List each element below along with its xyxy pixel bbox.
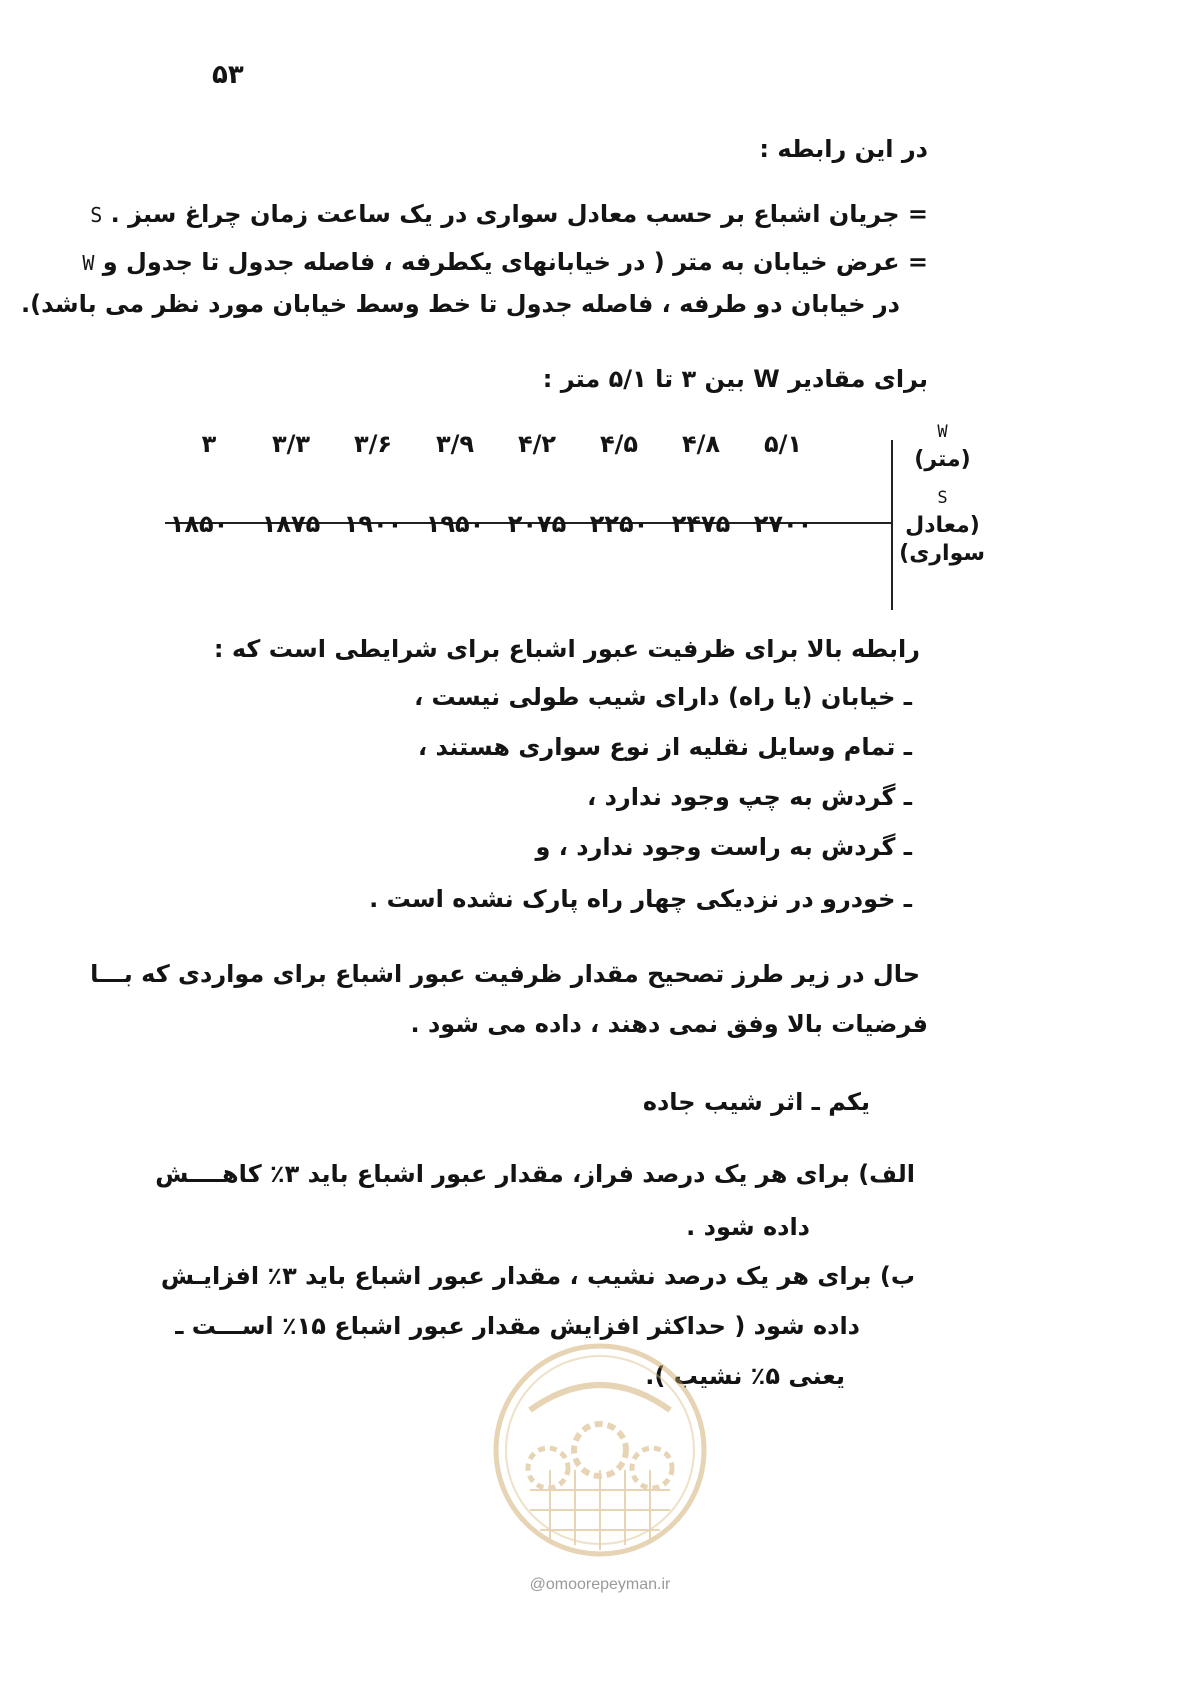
w-value: ۴/۵ [599, 430, 639, 458]
s-value: ۱۸۷۵ [261, 510, 321, 538]
correction-line-2: فرضیات بالا وفق نمی دهند ، داده می شود . [410, 1010, 928, 1038]
item-a-line-2: داده شود . [686, 1213, 810, 1241]
w-value: ۳/۶ [353, 430, 393, 458]
w-symbol: W [82, 251, 95, 275]
condition-item: ـ خودرو در نزدیکی چهار راه پارک نشده است . [369, 885, 912, 913]
s-symbol: S [90, 203, 103, 227]
condition-item: ـ خیابان (یا راه) دارای شیب طولی نیست ، [414, 683, 912, 711]
s-value: ۲۲۵۰ [589, 510, 649, 538]
w-value: ۵/۱ [763, 430, 803, 458]
w-header-symbol: W [937, 422, 948, 442]
conditions-intro: رابطه بالا برای ظرفیت عبور اشباع برای شرایطی است که : [213, 635, 920, 663]
s-header-label: (معادل سواری) [899, 513, 985, 566]
w-value: ۳/۳ [271, 430, 311, 458]
watermark-logo [490, 1340, 710, 1560]
item-b-line-3: یعنی ۵٪ نشیب ). [645, 1362, 845, 1390]
intro-line: در این رابطه : [759, 135, 928, 163]
s-header [900, 484, 985, 568]
table-intro: برای مقادیر W بین ۳ تا ۵/۱ متر : [542, 365, 928, 393]
s-value: ۲۰۷۵ [507, 510, 567, 538]
s-value: ۲۴۷۵ [671, 510, 731, 538]
w-value: ۴/۲ [517, 430, 557, 458]
definition-s [90, 200, 928, 228]
item-b-line-1: ب) برای هر یک درصد نشیب ، مقدار عبور اشباع باید ۳٪ افزایـش [160, 1262, 915, 1290]
w-value: ۴/۸ [681, 430, 721, 458]
s-value: ۲۷۰۰ [753, 510, 813, 538]
definition-w-line-1 [82, 248, 928, 276]
condition-item: ـ تمام وسایل نقلیه از نوع سواری هستند ، [418, 733, 912, 761]
page-number: ۵۳ [212, 60, 244, 90]
values-table [165, 422, 985, 610]
item-b-line-2: داده شود ( حداکثر افزایش مقدار عبور اشباع ۱۵٪ اســـت ـ [175, 1312, 860, 1340]
definition-w-text: = عرض خیابان به متر ( در خیابانهای یکطرفه ، فاصله جدول تا جدول و [102, 248, 928, 276]
correction-line-1: حال در زیر طرز تصحیح مقدار ظرفیت عبور اشباع برای مواردی که بـــا [90, 960, 920, 988]
w-header-label: (متر) [914, 447, 971, 472]
item-a-line-1: الف) برای هر یک درصد فراز، مقدار عبور اشباع باید ۳٪ کاهــــش [155, 1160, 915, 1188]
s-header-symbol: S [937, 488, 948, 508]
definition-w-line-2: در خیابان دو طرفه ، فاصله جدول تا خط وسط خیابان مورد نظر می باشد). [21, 290, 900, 318]
condition-item: ـ گردش به راست وجود ندارد ، و [535, 833, 912, 861]
definition-s-text: = جریان اشباع بر حسب معادل سواری در یک ساعت زمان چراغ سبز . [110, 200, 928, 228]
s-value: ۱۹۰۰ [343, 510, 403, 538]
w-header [900, 418, 985, 474]
condition-item: ـ گردش به چپ وجود ندارد ، [587, 783, 912, 811]
s-value: ۱۸۵۰ [169, 510, 229, 538]
table-vertical-rule [891, 440, 893, 610]
w-value: ۳/۹ [435, 430, 475, 458]
w-value: ۳ [201, 430, 217, 458]
watermark-site: @omoorepeyman.ir [529, 1576, 671, 1593]
section-title: یکم ـ اثر شیب جاده [642, 1088, 870, 1116]
s-value: ۱۹۵۰ [425, 510, 485, 538]
